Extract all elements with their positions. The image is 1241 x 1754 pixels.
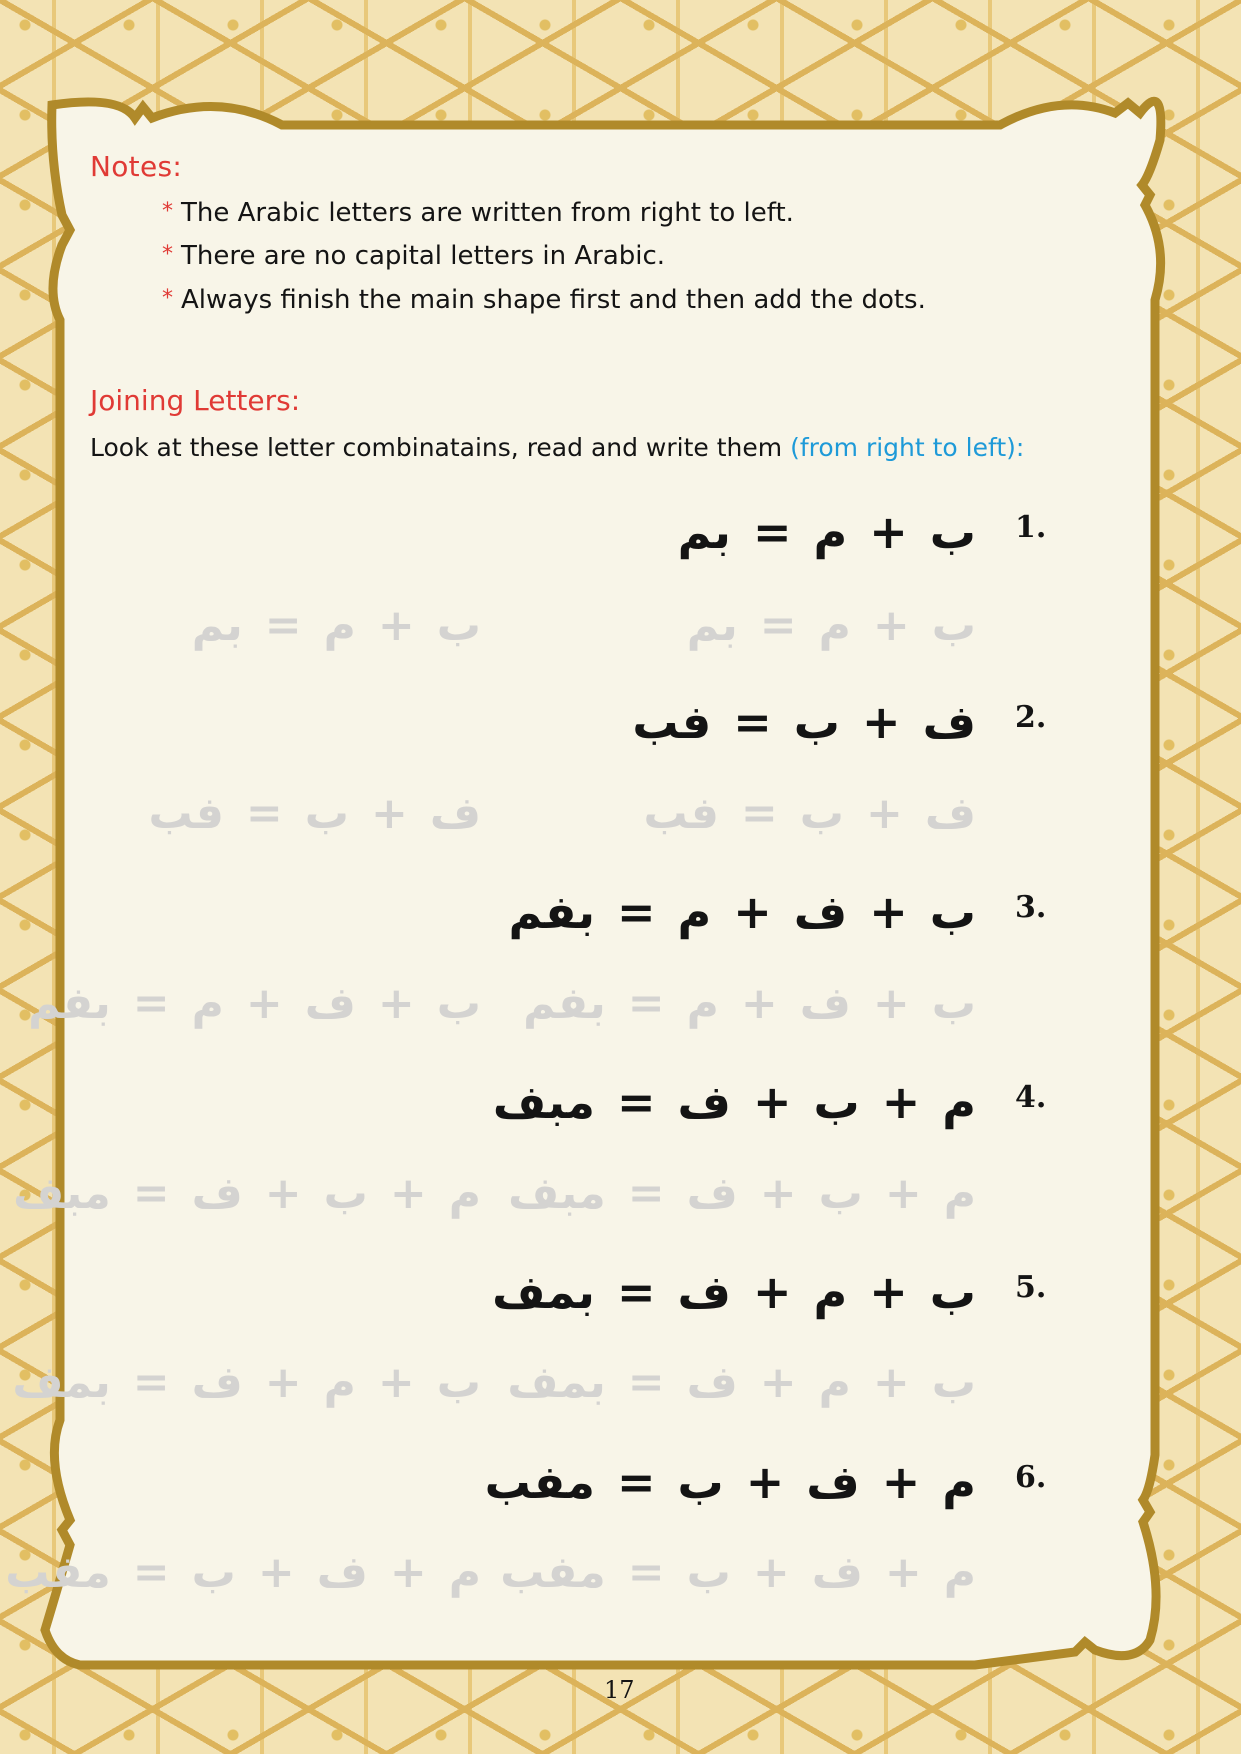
joined-word: بفم: [508, 885, 595, 939]
trace-sign: =: [627, 1357, 665, 1408]
exercise-number: 6.: [1015, 1460, 1047, 1495]
trace-letter: ب: [304, 788, 349, 839]
trace-letter: ف: [924, 788, 976, 839]
trace-letter: م: [323, 600, 356, 651]
star-bullet-icon: *: [162, 242, 173, 267]
letter: ف: [793, 885, 848, 939]
letter: ب: [929, 505, 976, 559]
plus-sign: +: [745, 1455, 785, 1509]
note-text: There are no capital letters in Arabic.: [181, 241, 666, 271]
note-item: [162, 285, 926, 315]
trace-letter: ف: [686, 1168, 738, 1219]
trace-sign: +: [389, 1547, 427, 1598]
equals-sign: =: [616, 1265, 656, 1319]
note-text: Always finish the main shape first and then add the dots.: [181, 285, 926, 315]
exercise-number: 3.: [1015, 890, 1047, 925]
trace-letter: ف: [686, 1357, 738, 1408]
plus-sign: +: [733, 885, 772, 939]
trace-letter: م: [818, 1357, 851, 1408]
exercise-expression: [470, 1265, 976, 1319]
exercise-expression: [656, 505, 976, 559]
trace-row[interactable]: [127, 788, 481, 839]
trace-letter: ب: [436, 600, 481, 651]
trace-letter: ب: [686, 1547, 731, 1598]
trace-word: بفم: [28, 978, 111, 1029]
exercise-expression: [471, 1075, 976, 1129]
trace-sign: +: [872, 1357, 910, 1408]
letter: ب: [793, 695, 841, 749]
trace-row[interactable]: [6, 978, 481, 1029]
exercise-number: 4.: [1015, 1080, 1047, 1115]
trace-letter: م: [818, 600, 851, 651]
joined-word: مفب: [484, 1455, 595, 1509]
trace-sign: +: [377, 600, 415, 651]
trace-word: مبف: [508, 1168, 606, 1219]
trace-sign: +: [752, 1547, 790, 1598]
trace-row[interactable]: [170, 600, 481, 651]
trace-row[interactable]: [665, 600, 976, 651]
trace-sign: +: [866, 788, 903, 839]
trace-sign: =: [627, 1547, 665, 1598]
trace-row[interactable]: [0, 1357, 481, 1408]
plus-sign: +: [881, 1075, 921, 1129]
trace-sign: +: [740, 978, 778, 1029]
equals-sign: =: [733, 695, 772, 749]
trace-sign: +: [245, 978, 283, 1029]
trace-sign: =: [740, 788, 778, 839]
exercise-number: 2.: [1015, 700, 1047, 735]
trace-sign: +: [389, 1168, 427, 1219]
trace-letter: ب: [436, 1357, 481, 1408]
trace-word: مفب: [500, 1547, 606, 1598]
trace-sign: =: [264, 600, 302, 651]
exercise-number: 5.: [1015, 1270, 1047, 1305]
joined-word: بمف: [492, 1265, 595, 1319]
trace-sign: +: [872, 600, 910, 651]
trace-letter: ف: [191, 1357, 243, 1408]
trace-letter: م: [448, 1168, 481, 1219]
trace-letter: ب: [436, 978, 481, 1029]
note-text: The Arabic letters are written from right to left.: [181, 198, 794, 228]
trace-letter: ب: [799, 788, 844, 839]
trace-sign: +: [872, 978, 910, 1029]
trace-letter: ف: [191, 1168, 243, 1219]
letter: ب: [677, 1455, 724, 1509]
trace-sign: =: [759, 600, 797, 651]
instruction-highlight: (from right to left):: [790, 433, 1025, 462]
joined-word: بم: [677, 505, 731, 559]
trace-word: بم: [191, 600, 243, 651]
trace-row[interactable]: [0, 1168, 481, 1219]
trace-sign: +: [264, 1357, 302, 1408]
trace-sign: =: [132, 1168, 170, 1219]
trace-sign: +: [264, 1168, 302, 1219]
trace-letter: م: [686, 978, 719, 1029]
trace-letter: ف: [429, 788, 481, 839]
trace-row[interactable]: [501, 978, 976, 1029]
letter: ف: [677, 1075, 731, 1129]
trace-word: فب: [643, 788, 719, 839]
trace-word: بم: [686, 600, 738, 651]
trace-letter: ب: [931, 978, 976, 1029]
joined-word: مبف: [492, 1075, 595, 1129]
trace-letter: م: [448, 1547, 481, 1598]
trace-letter: ب: [818, 1168, 863, 1219]
trace-sign: +: [759, 1357, 797, 1408]
trace-row[interactable]: [0, 1547, 481, 1598]
trace-sign: =: [132, 1357, 170, 1408]
trace-letter: ب: [931, 1357, 976, 1408]
trace-letter: ف: [316, 1547, 368, 1598]
plus-sign: +: [869, 505, 908, 559]
trace-word: مفب: [5, 1547, 111, 1598]
trace-letter: ب: [323, 1168, 368, 1219]
trace-sign: +: [884, 1168, 922, 1219]
joined-word: فب: [632, 695, 712, 749]
note-item: [162, 198, 794, 228]
plus-sign: +: [752, 1265, 792, 1319]
letter: ب: [929, 1265, 976, 1319]
letter: ف: [677, 1265, 731, 1319]
trace-row[interactable]: [485, 1357, 976, 1408]
star-bullet-icon: *: [162, 199, 173, 224]
trace-word: مبف: [13, 1168, 111, 1219]
joining-letters-heading: Joining Letters:: [90, 384, 301, 417]
exercise-number: 1.: [1015, 510, 1047, 545]
trace-sign: +: [371, 788, 408, 839]
plus-sign: +: [881, 1455, 921, 1509]
trace-row[interactable]: [486, 1168, 976, 1219]
note-item: [162, 241, 665, 271]
exercise-expression: [487, 885, 976, 939]
letter: ف: [806, 1455, 860, 1509]
trace-letter: م: [191, 978, 224, 1029]
letter: ب: [929, 885, 976, 939]
trace-letter: ب: [931, 600, 976, 651]
trace-sign: +: [759, 1168, 797, 1219]
trace-row[interactable]: [478, 1547, 976, 1598]
trace-letter: ف: [811, 1547, 863, 1598]
letter: م: [677, 885, 712, 939]
trace-word: بمف: [12, 1357, 111, 1408]
trace-sign: =: [132, 978, 170, 1029]
trace-sign: =: [132, 1547, 170, 1598]
plus-sign: +: [862, 695, 901, 749]
trace-word: فب: [148, 788, 224, 839]
trace-sign: +: [377, 978, 415, 1029]
trace-letter: ف: [304, 978, 356, 1029]
trace-sign: =: [245, 788, 283, 839]
trace-letter: ف: [799, 978, 851, 1029]
trace-word: بمف: [507, 1357, 606, 1408]
trace-sign: +: [377, 1357, 415, 1408]
letter: م: [942, 1455, 976, 1509]
trace-letter: م: [323, 1357, 356, 1408]
trace-sign: +: [257, 1547, 295, 1598]
exercise-expression: [463, 1455, 976, 1509]
equals-sign: =: [616, 1455, 656, 1509]
plus-sign: +: [869, 1265, 908, 1319]
letter: م: [942, 1075, 976, 1129]
trace-sign: =: [627, 1168, 665, 1219]
instruction-text: [90, 433, 1024, 462]
equals-sign: =: [616, 885, 656, 939]
plus-sign: +: [869, 885, 908, 939]
page-number: 17: [604, 1676, 635, 1704]
instruction-main: Look at these letter combinatains, read and write them: [90, 433, 791, 462]
trace-letter: م: [943, 1547, 976, 1598]
trace-letter: م: [943, 1168, 976, 1219]
trace-word: بفم: [523, 978, 606, 1029]
plus-sign: +: [752, 1075, 792, 1129]
trace-sign: +: [884, 1547, 922, 1598]
letter: م: [813, 1265, 848, 1319]
trace-row[interactable]: [622, 788, 976, 839]
trace-letter: ب: [191, 1547, 236, 1598]
equals-sign: =: [752, 505, 792, 559]
equals-sign: =: [616, 1075, 656, 1129]
letter: ف: [922, 695, 976, 749]
notes-heading: Notes:: [90, 150, 183, 183]
trace-sign: =: [627, 978, 665, 1029]
letter: م: [813, 505, 848, 559]
exercise-expression: [610, 695, 976, 749]
star-bullet-icon: *: [162, 286, 173, 311]
letter: ب: [813, 1075, 860, 1129]
